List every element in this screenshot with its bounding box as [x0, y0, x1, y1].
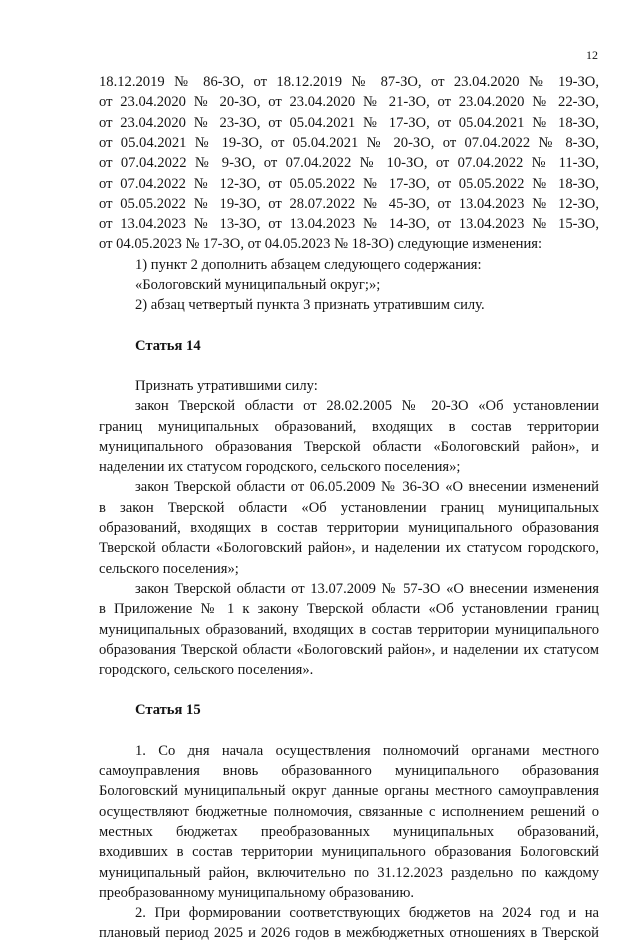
text-line: муниципальный район, включительно по 31.12.2023 раздельно по каждому: [99, 864, 599, 881]
text-line: Признать утратившими силу:: [135, 377, 318, 394]
text-line: 2. При формировании соответствующих бюджетов на 2024 год и на: [135, 905, 599, 922]
text-line: входивших в состав территории муниципального образования Бологовский: [99, 844, 599, 861]
text-line: сельского поселения»;: [99, 560, 239, 577]
text-line: преобразованному муниципальному образованию.: [99, 884, 415, 901]
text-line: границ муниципальных образований, входящих в состав территории: [99, 418, 599, 435]
text-line: осуществляют бюджетные полномочия, связанные с исполнением решений о: [99, 803, 599, 820]
text-line: в Приложение № 1 к закону Тверской области «Об установлении границ: [99, 601, 599, 618]
article-heading: Статья 15: [135, 702, 201, 719]
text-line: 1. Со дня начала осуществления полномочий органами местного: [135, 742, 599, 759]
text-line: самоуправления вновь образованного муниципального образования: [99, 763, 599, 779]
text-line: Бологовский муниципальный округ данные органы местного самоуправления: [99, 783, 599, 800]
text-line: 1) пункт 2 дополнить абзацем следующего содержания:: [135, 256, 482, 273]
text-line: в закон Тверской области «Об установлении границ муниципальных: [99, 499, 599, 516]
text-line: наделении их статусом городского, сельского поселения»;: [99, 459, 461, 476]
text-line: 18.12.2019 № 86-ЗО, от 18.12.2019 № 87-ЗО, от 23.04.2020 № 19-ЗО,: [99, 74, 599, 90]
text-line: закон Тверской области от 28.02.2005 № 20-ЗО «Об установлении: [135, 398, 599, 415]
text-line: от 13.04.2023 № 13-ЗО, от 13.04.2023 № 14-ЗО, от 13.04.2023 № 15-ЗО,: [99, 216, 599, 233]
text-line: от 05.04.2021 № 19-ЗО, от 05.04.2021 № 20-ЗО, от 07.04.2022 № 8-ЗО,: [99, 134, 599, 151]
text-line: образования Тверской области «Бологовский район», и наделении их статусом: [99, 641, 599, 658]
text-line: местных бюджетах преобразованных муниципальных образований,: [99, 823, 599, 840]
text-line: от 23.04.2020 № 23-ЗО, от 05.04.2021 № 17-ЗО, от 05.04.2021 № 18-ЗО,: [99, 114, 599, 131]
text-line: образований, входящих в состав территории муниципального образования: [99, 520, 599, 536]
text-line: муниципальных образований, входящих в состав территории муниципального: [99, 621, 599, 638]
text-line: от 23.04.2020 № 20-ЗО, от 23.04.2020 № 21-ЗО, от 23.04.2020 № 22-ЗО,: [99, 94, 599, 111]
text-line: закон Тверской области от 06.05.2009 № 36-ЗО «О внесении изменений: [135, 479, 599, 496]
text-line: от 04.05.2023 № 17-ЗО, от 04.05.2023 № 18-ЗО) следующие изменения:: [99, 236, 543, 253]
text-line: от 05.05.2022 № 19-ЗО, от 28.07.2022 № 45-ЗО, от 13.04.2023 № 12-ЗО,: [99, 195, 599, 212]
text-line: городского, сельского поселения».: [99, 662, 314, 679]
article-heading: Статья 14: [135, 337, 201, 354]
text-line: от 07.04.2022 № 12-ЗО, от 05.05.2022 № 17-ЗО, от 05.05.2022 № 18-ЗО,: [99, 175, 599, 192]
text-line: «Бологовский муниципальный округ;»;: [135, 277, 381, 293]
page-number: 12: [586, 48, 598, 62]
text-line: 2) абзац четвертый пункта 3 признать утратившим силу.: [135, 297, 485, 314]
text-line: закон Тверской области от 13.07.2009 № 57-ЗО «О внесении изменения: [135, 580, 599, 597]
text-line: Тверской области «Бологовский район», и наделении их статусом городского,: [99, 540, 599, 557]
text-line: плановый период 2025 и 2026 годов в межбюджетных отношениях в Тверской: [99, 925, 599, 942]
text-line: муниципального образования Тверской области «Бологовский район», и: [99, 438, 599, 455]
text-line: от 07.04.2022 № 9-ЗО, от 07.04.2022 № 10-ЗО, от 07.04.2022 № 11-ЗО,: [99, 155, 599, 172]
